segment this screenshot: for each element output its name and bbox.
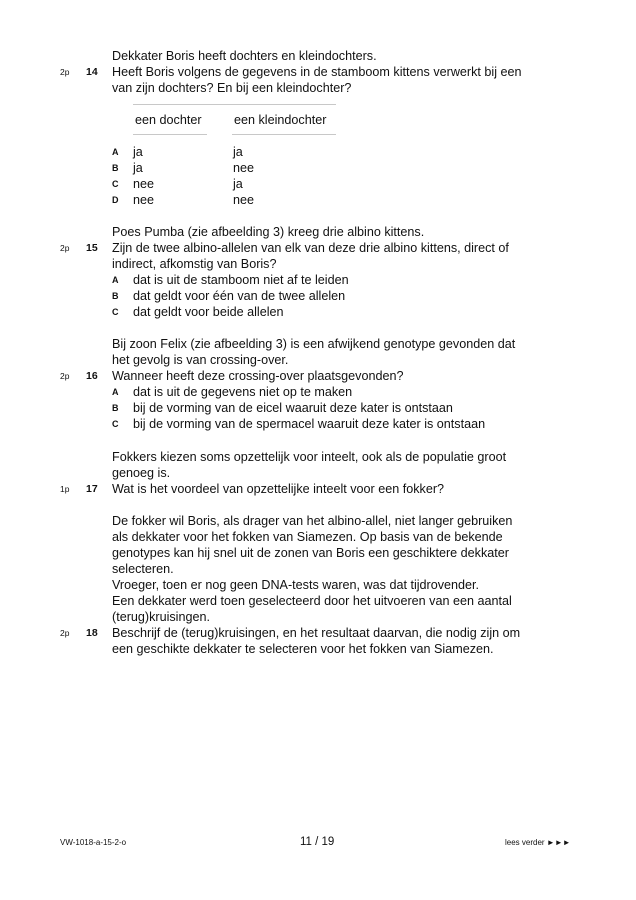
intro-text: Bij zoon Felix (zie afbeelding 3) is een afwijkend genotype gevonden dat <box>112 337 516 351</box>
page-number: 11 / 19 <box>300 836 335 848</box>
table-cell: ja <box>133 161 143 175</box>
question-text: Zijn de twee albino-allelen van elk van deze drie albino kittens, direct of <box>112 241 509 255</box>
question-text: Heeft Boris volgens de gegevens in de stamboom kittens verwerkt bij een <box>112 65 522 79</box>
question-number: 15 <box>86 242 98 254</box>
option-text: dat is uit de gegevens niet op te maken <box>133 385 353 399</box>
table-header: een dochter <box>135 113 202 127</box>
table-cell: nee <box>133 177 155 191</box>
option-text: bij de vorming van de spermacel waaruit deze kater is ontstaan <box>133 417 486 431</box>
intro-text: als dekkater voor het fokken van Siamezen. Op basis van de bekende <box>112 530 503 544</box>
option-letter: C <box>112 179 119 189</box>
question-number: 17 <box>86 483 98 495</box>
intro-text: Poes Pumba (zie afbeelding 3) kreeg drie albino kittens. <box>112 225 425 239</box>
table-cell: nee <box>133 193 155 207</box>
intro-text: Fokkers kiezen soms opzettelijk voor inteelt, ook als de populatie groot <box>112 450 507 464</box>
option-text: dat geldt voor beide allelen <box>133 305 284 319</box>
option-letter: B <box>112 403 119 413</box>
question-text: Wat is het voordeel van opzettelijke inteelt voor een fokker? <box>112 482 445 496</box>
intro-text: (terug)kruisingen. <box>112 610 210 624</box>
intro-text: Vroeger, toen er nog geen DNA-tests waren, was dat tijdrovender. <box>112 578 480 592</box>
points-label: 2p <box>60 371 70 381</box>
question-text: van zijn dochters? En bij een kleindochter? <box>112 81 352 95</box>
option-letter: A <box>112 147 119 157</box>
option-letter: C <box>112 419 119 429</box>
exam-code: VW-1018-a-15-2-o <box>60 838 127 847</box>
option-text: dat geldt voor één van de twee allelen <box>133 289 346 303</box>
table-cell: nee <box>233 161 255 175</box>
option-letter: A <box>112 275 119 285</box>
intro-text: Dekkater Boris heeft dochters en kleindochters. <box>112 49 377 63</box>
option-text: dat is uit de stamboom niet af te leiden <box>133 273 349 287</box>
table-cell: ja <box>233 145 243 159</box>
table-divider <box>232 134 336 135</box>
question-number: 16 <box>86 370 98 382</box>
intro-text: genotypes kan hij snel uit de zonen van Boris een geschiktere dekkater <box>112 546 509 560</box>
points-label: 2p <box>60 628 70 638</box>
question-number: 14 <box>86 66 98 78</box>
question-text: Beschrijf de (terug)kruisingen, en het resultaat daarvan, die nodig zijn om <box>112 626 521 640</box>
table-header: een kleindochter <box>234 113 327 127</box>
question-text: indirect, afkomstig van Boris? <box>112 257 277 271</box>
points-label: 1p <box>60 484 70 494</box>
intro-text: De fokker wil Boris, als drager van het albino-allel, niet langer gebruiken <box>112 514 513 528</box>
option-letter: B <box>112 163 119 173</box>
table-cell: nee <box>233 193 255 207</box>
points-label: 2p <box>60 243 70 253</box>
intro-text: genoeg is. <box>112 466 171 480</box>
table-divider <box>133 134 207 135</box>
question-text: een geschikte dekkater te selecteren voor het fokken van Siamezen. <box>112 642 494 656</box>
option-letter: B <box>112 291 119 301</box>
table-cell: ja <box>133 145 143 159</box>
points-label: 2p <box>60 67 70 77</box>
next-page-indicator: lees verder ►►► <box>505 838 571 847</box>
option-letter: D <box>112 195 119 205</box>
option-letter: C <box>112 307 119 317</box>
intro-text: selecteren. <box>112 562 174 576</box>
intro-text: Een dekkater werd toen geselecteerd door het uitvoeren van een aantal <box>112 594 512 608</box>
table-divider <box>133 104 336 105</box>
intro-text: het gevolg is van crossing-over. <box>112 353 289 367</box>
option-letter: A <box>112 387 119 397</box>
option-text: bij de vorming van de eicel waaruit deze kater is ontstaan <box>133 401 453 415</box>
question-text: Wanneer heeft deze crossing-over plaatsgevonden? <box>112 369 404 383</box>
table-cell: ja <box>233 177 243 191</box>
question-number: 18 <box>86 627 98 639</box>
